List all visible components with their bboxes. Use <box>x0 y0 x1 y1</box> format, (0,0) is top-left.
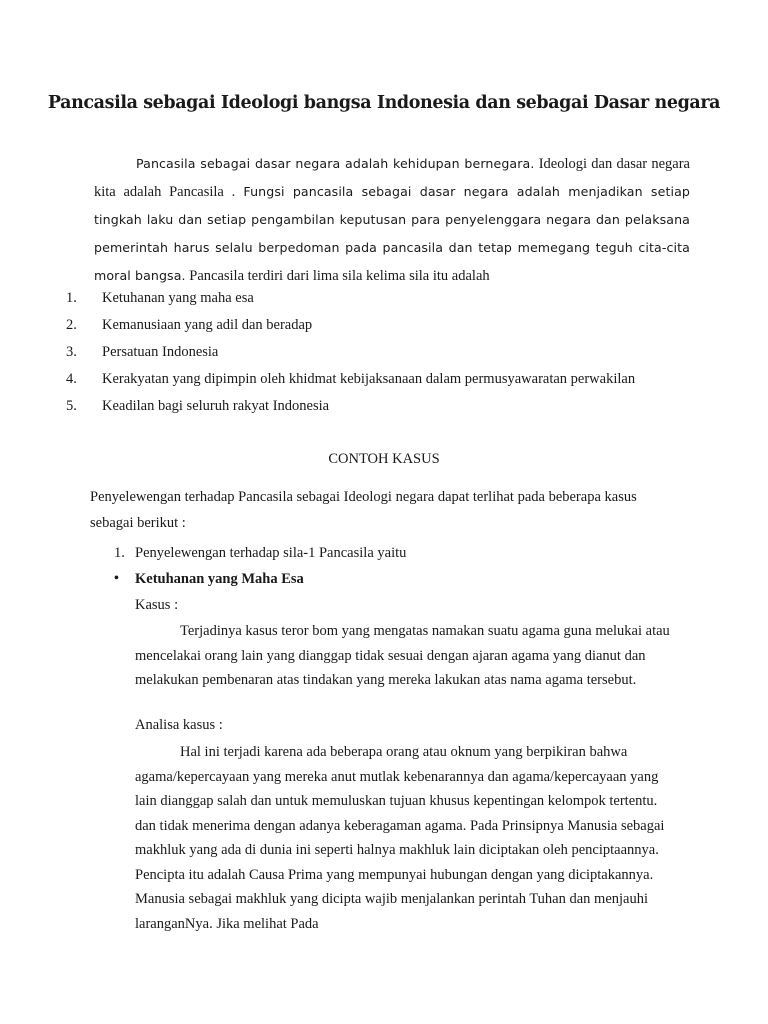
case-subtitle: Ketuhanan yang Maha Esa <box>135 571 304 587</box>
list-number: 4. <box>66 371 77 387</box>
list-text: Ketuhanan yang maha esa <box>102 290 254 306</box>
intro-paragraph <box>94 150 690 290</box>
list-text: Kerakyatan yang dipimpin oleh khidmat kebijaksanaan dalam permusyawaratan perwakilan <box>102 371 636 387</box>
kasus-label: Kasus : <box>135 597 179 613</box>
intro-serif-text-2: Pancasila terdiri dari lima sila kelima sila itu adalah <box>185 268 490 284</box>
kasus-paragraph <box>135 619 675 693</box>
list-number: 2. <box>66 317 77 333</box>
list-number: 5. <box>66 398 77 414</box>
analisa-paragraph <box>135 740 675 936</box>
case-number: 1. <box>114 545 125 561</box>
section-intro-paragraph: Penyelewengan terhadap Pancasila sebagai Ideologi negara dapat terlihat pada beberapa kasus sebagai berikut : <box>90 489 637 531</box>
analisa-text: Hal ini terjadi karena ada beberapa orang atau oknum yang berpikiran bahwa agama/kepercayaan yang mereka anut mutlak kebenarannya dan agama/kepercayaan yang lain dianggap salah dan untuk memuluskan tujuan khusus kepentingan kelompok tertentu. dan tidak menerima dengan adanya keberagaman agama. Pada Prinsipnya Manusia sebagai makhluk yang ada di dunia ini seperti halnya makhluk lain diciptakan oleh penciptaannya. Pencipta itu adalah Causa Prima yang mempunyai hubungan dengan yang diciptakannya. Manusia sebagai makhluk yang dicipta wajib menjalankan perintah Tuhan dan menjauhi laranganNya. Jika melihat Pada <box>135 744 665 932</box>
analisa-label: Analisa kasus : <box>135 717 223 733</box>
section-heading: CONTOH KASUS <box>328 451 440 467</box>
kasus-text: Terjadinya kasus teror bom yang mengatas namakan suatu agama guna melukai atau mencelakai orang lain yang dianggap tidak sesuai dengan ajaran agama yang dianut dan melakukan pembenaran atas tindakan yang mereka lakukan atas nama agama tersebut. <box>135 623 670 688</box>
list-number: 3. <box>66 344 77 360</box>
list-number: 1. <box>66 290 77 306</box>
list-text: Persatuan Indonesia <box>102 344 219 360</box>
list-text: Kemanusiaan yang adil dan beradap <box>102 317 313 333</box>
case-title: Penyelewengan terhadap sila-1 Pancasila yaitu <box>135 545 407 561</box>
bullet-icon: • <box>114 571 119 586</box>
intro-serif-text-1: Ideologi dan dasar negara kita adalah Pancasila . <box>94 156 690 200</box>
intro-sans-text-2: Fungsi pancasila sebagai dasar negara adalah menjadikan setiap tingkah laku dan setiap pengambilan keputusan para penyelenggara negara dan pelaksana pemerintah harus selalu berpedoman pada pancasila dan tetap memegang teguh cita-cita moral bangsa. <box>94 184 690 283</box>
document-title: Pancasila sebagai Ideologi bangsa Indonesia dan sebagai Dasar negara <box>47 93 721 113</box>
intro-sans-text-1: Pancasila sebagai dasar negara adalah kehidupan bernegara. <box>136 156 535 171</box>
case-heading <box>114 545 407 562</box>
list-text: Keadilan bagi seluruh rakyat Indonesia <box>102 398 330 414</box>
